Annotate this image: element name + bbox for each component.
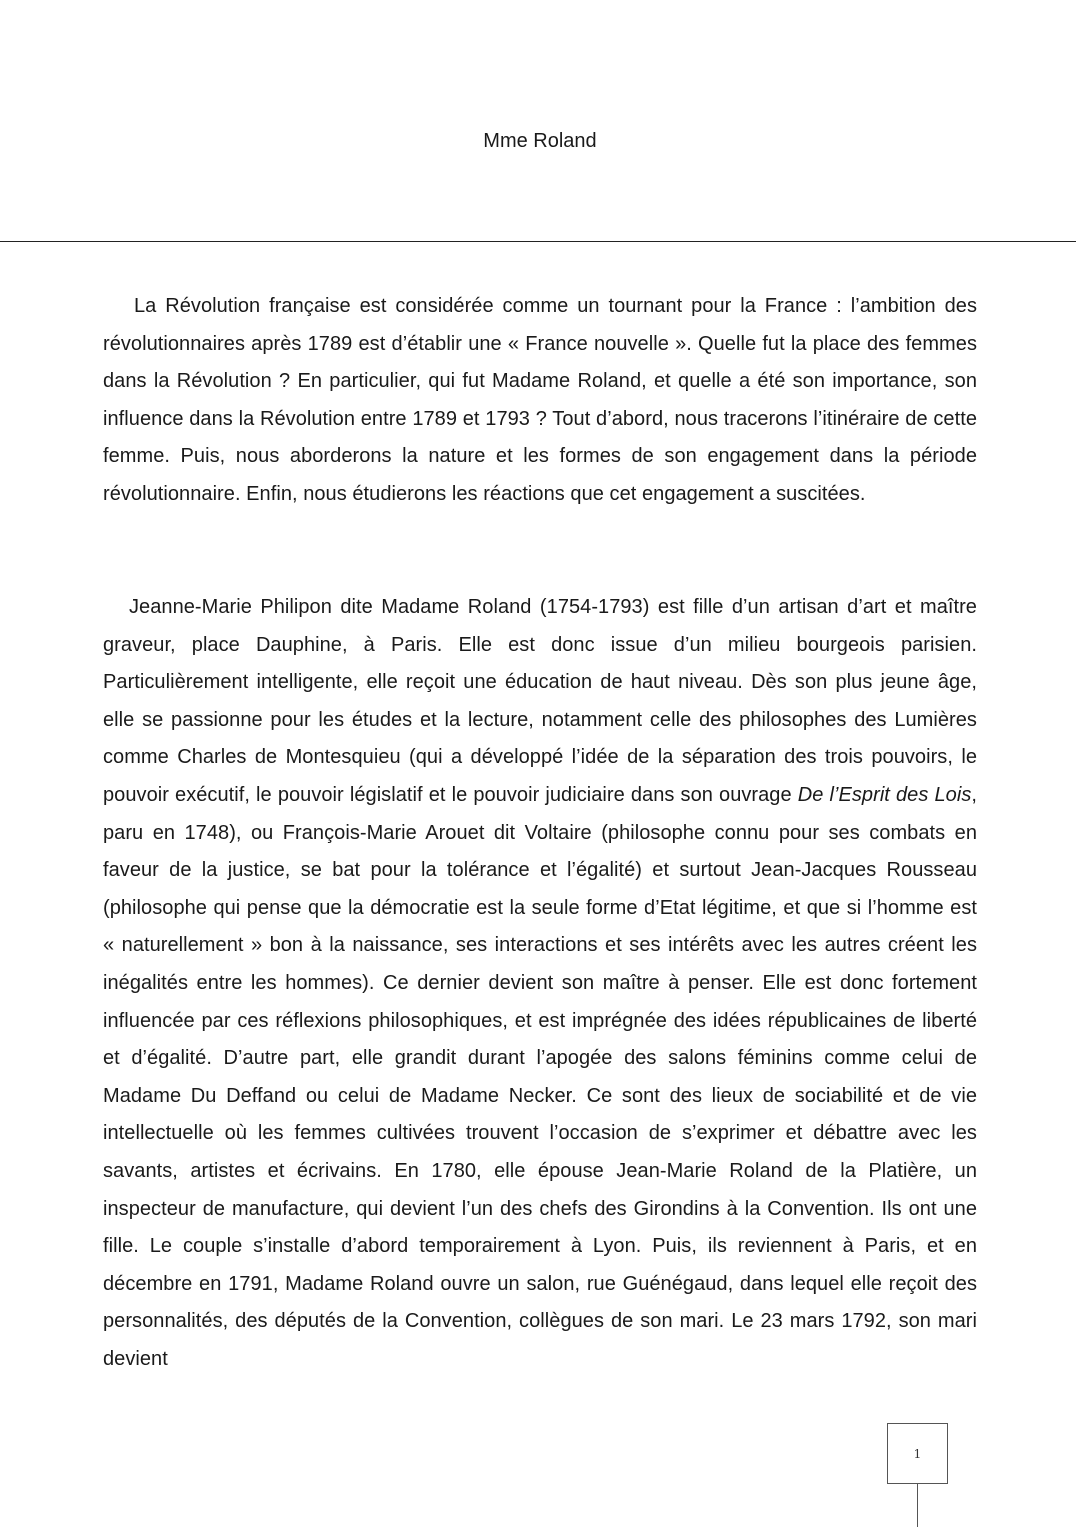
biography-text-end: , paru en 1748), ou François-Marie Arouet dit Voltaire (philosophe connu pour ses combats en faveur de la justice, se bat pour la tolérance et l’égalité) et surtout Jean-Jacques Rousseau (philosophe qui pense que la démocratie est la seule forme d’Etat légitime, et que si l’homme est « naturellement » bon à la naissance, ses interactions et ses intérêts avec les autres créent les inégalités entre les hommes). Ce dernier devient son maître à penser. Elle est donc fortement influencée par ces réflexions philosophiques, et est imprégnée des idées républicaines de liberté et d’égalité. D’autre part, elle grandit durant l’apogée des salons féminins comme celui de Madame Du Deffand ou celui de Madame Necker. Ce sont des lieux de sociabilité et de vie intellectuelle où les femmes cultivées trouvent l’occasion de s’exprimer et débattre avec les savants, artistes et écrivains. En 1780, elle épouse Jean-Marie Roland de la Platière, un inspecteur de manufacture, qui devient l’un des chefs des Girondins à la Convention. Ils ont une fille. Le couple s’installe d’abord temporairement à Lyon. Puis, ils reviennent à Paris, et en décembre en 1791, Madame Roland ouvre un salon, rue Guénégaud, dans lequel elle reçoit des personnalités, des députés de la Convention, collègues de son mari. Le 23 mars 1792, son mari devient — [103, 783, 977, 1370]
page-number-stem — [917, 1484, 918, 1527]
biography-paragraph — [103, 589, 977, 1378]
biography-paragraph-block — [103, 589, 977, 1379]
intro-paragraph-block — [103, 288, 977, 514]
header-divider — [0, 241, 1076, 242]
biography-text-start: Jeanne-Marie Philipon dite Madame Roland (1754-1793) est fille d’un artisan d’art et maître graveur, place Dauphine, à Paris. Elle est donc issue d’un milieu bourgeois parisien. Particulièrement intelligente, elle reçoit une éducation de haut niveau. Dès son plus jeune âge, elle se passionne pour les études et la lecture, notamment celle des philosophes des Lumières comme Charles de Montesquieu (qui a développé l’idée de la séparation des trois pouvoirs, le pouvoir exécutif, le pouvoir législatif et le pouvoir judiciaire dans son ouvrage — [103, 596, 977, 806]
book-title: De l’Esprit des Lois — [797, 783, 972, 806]
page-title: Mme Roland — [483, 130, 597, 152]
intro-paragraph: La Révolution française est considérée comme un tournant pour la France : l’ambition des révolutionnaires après 1789 est d’établir une « France nouvelle ». Quelle fut la place des femmes dans la Révolution ? En particulier, qui fut Madame Roland, et quelle a été son importance, son influence dans la Révolution entre 1789 et 1793 ? Tout d’abord, nous tracerons l’itinéraire de cette femme. Puis, nous aborderons la nature et les formes de son engagement dans la période révolutionnaire. Enfin, nous étudierons les réactions que cet engagement a suscitées. — [103, 295, 977, 505]
page-number: 1 — [887, 1423, 948, 1484]
